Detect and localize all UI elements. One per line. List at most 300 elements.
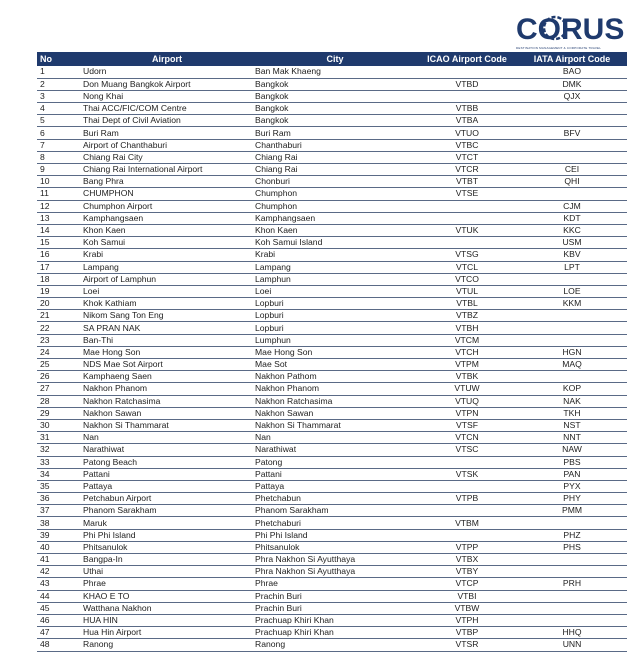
table-row: [37, 139, 627, 151]
cell-no: 11: [37, 188, 81, 200]
cell-no: 27: [37, 383, 81, 395]
cell-iata: [517, 310, 627, 322]
cell-city: Lumphun: [253, 334, 417, 346]
cell-city: Prachuap Khiri Khan: [253, 627, 417, 639]
cell-city: Chumphon: [253, 200, 417, 212]
cell-icao: VTCT: [417, 151, 517, 163]
cell-no: 33: [37, 456, 81, 468]
cell-icao: VTPN: [417, 407, 517, 419]
cell-iata: [517, 566, 627, 578]
cell-iata: LOE: [517, 285, 627, 297]
cell-city: Ranong: [253, 639, 417, 651]
cell-iata: PHZ: [517, 529, 627, 541]
table-row: [37, 200, 627, 212]
header-icao: ICAO Airport Code: [427, 54, 507, 64]
table-row: [37, 517, 627, 529]
table-header: [37, 52, 627, 66]
table-row: [37, 456, 627, 468]
cell-icao: VTBI: [417, 590, 517, 602]
cell-airport: Kamphaeng Saen: [81, 371, 253, 383]
cell-no: 39: [37, 529, 81, 541]
cell-no: 26: [37, 371, 81, 383]
cell-icao: VTPP: [417, 541, 517, 553]
cell-no: 4: [37, 103, 81, 115]
cell-city: Chumphon: [253, 188, 417, 200]
table-row: [37, 176, 627, 188]
table-row: [37, 151, 627, 163]
cell-icao: VTSR: [417, 639, 517, 651]
cell-airport: Phanom Sarakham: [81, 505, 253, 517]
cell-city: Nan: [253, 432, 417, 444]
cell-no: 43: [37, 578, 81, 590]
cell-iata: [517, 103, 627, 115]
cell-city: Phanom Sarakham: [253, 505, 417, 517]
cell-city: Chiang Rai: [253, 164, 417, 176]
table-row: [37, 298, 627, 310]
cell-city: Nakhon Si Thammarat: [253, 419, 417, 431]
cell-icao: [417, 456, 517, 468]
cell-no: 15: [37, 237, 81, 249]
cell-no: 34: [37, 468, 81, 480]
cell-iata: [517, 517, 627, 529]
cell-icao: VTSE: [417, 188, 517, 200]
cell-iata: PHS: [517, 541, 627, 553]
cell-city: Nakhon Sawan: [253, 407, 417, 419]
cell-city: Bangkok: [253, 78, 417, 90]
cell-airport: HUA HIN: [81, 614, 253, 626]
table-row: [37, 383, 627, 395]
cell-iata: BFV: [517, 127, 627, 139]
table-row: [37, 590, 627, 602]
cell-airport: Nakhon Sawan: [81, 407, 253, 419]
cell-no: 32: [37, 444, 81, 456]
cell-airport: Airport of Lamphun: [81, 273, 253, 285]
cell-city: Mae Sot: [253, 359, 417, 371]
cell-airport: Koh Samui: [81, 237, 253, 249]
table-row: [37, 359, 627, 371]
header-airport: Airport: [152, 54, 182, 64]
cell-airport: Patong Beach: [81, 456, 253, 468]
cell-city: Chanthaburi: [253, 139, 417, 151]
cell-iata: KKC: [517, 224, 627, 236]
cell-iata: TKH: [517, 407, 627, 419]
cell-no: 40: [37, 541, 81, 553]
cell-airport: KHAO E TO: [81, 590, 253, 602]
cell-city: Khon Kaen: [253, 224, 417, 236]
cell-iata: PHY: [517, 493, 627, 505]
table-row: [37, 237, 627, 249]
cell-icao: VTBY: [417, 566, 517, 578]
cell-iata: BAO: [517, 66, 627, 78]
cell-airport: Nakhon Si Thammarat: [81, 419, 253, 431]
cell-airport: Hua Hin Airport: [81, 627, 253, 639]
cell-city: Nakhon Phanom: [253, 383, 417, 395]
cell-icao: VTSK: [417, 468, 517, 480]
table-row: [37, 468, 627, 480]
table-row: [37, 322, 627, 334]
cell-no: 1: [37, 66, 81, 78]
table-body: [37, 66, 627, 651]
cell-iata: PYX: [517, 480, 627, 492]
cell-iata: QHI: [517, 176, 627, 188]
cell-no: 31: [37, 432, 81, 444]
table-row: [37, 578, 627, 590]
cell-icao: [417, 529, 517, 541]
table-row: [37, 334, 627, 346]
cell-icao: VTCH: [417, 346, 517, 358]
cell-iata: UNN: [517, 639, 627, 651]
cell-iata: [517, 590, 627, 602]
cell-city: Prachin Buri: [253, 602, 417, 614]
cell-icao: [417, 200, 517, 212]
cell-no: 21: [37, 310, 81, 322]
cell-iata: [517, 554, 627, 566]
cell-icao: VTBC: [417, 139, 517, 151]
cell-city: Loei: [253, 285, 417, 297]
table-row: [37, 639, 627, 651]
cell-no: 38: [37, 517, 81, 529]
cell-icao: VTPB: [417, 493, 517, 505]
cell-iata: LPT: [517, 261, 627, 273]
cell-city: Lopburi: [253, 310, 417, 322]
cell-icao: [417, 212, 517, 224]
cell-airport: Thai Dept of Civil Aviation: [81, 115, 253, 127]
table-row: [37, 419, 627, 431]
cell-iata: [517, 602, 627, 614]
cell-no: 3: [37, 90, 81, 102]
cell-iata: CJM: [517, 200, 627, 212]
cell-airport: Nakhon Ratchasima: [81, 395, 253, 407]
cell-no: 7: [37, 139, 81, 151]
logo-tagline: DESTINATION MANAGEMENT & CORPORATE TRAVEL: [516, 46, 602, 50]
table-row: [37, 249, 627, 261]
cell-airport: Watthana Nakhon: [81, 602, 253, 614]
cell-icao: VTSG: [417, 249, 517, 261]
cell-iata: PRH: [517, 578, 627, 590]
table-row: [37, 66, 627, 78]
cell-no: 29: [37, 407, 81, 419]
cell-no: 48: [37, 639, 81, 651]
cell-airport: Chumphon Airport: [81, 200, 253, 212]
cell-icao: [417, 90, 517, 102]
cell-icao: VTBD: [417, 78, 517, 90]
table-row: [37, 310, 627, 322]
cell-icao: VTUQ: [417, 395, 517, 407]
cell-iata: [517, 322, 627, 334]
cell-no: 19: [37, 285, 81, 297]
cell-city: Krabi: [253, 249, 417, 261]
table-row: [37, 395, 627, 407]
cell-icao: VTPM: [417, 359, 517, 371]
cell-icao: [417, 66, 517, 78]
cell-airport: Bangpa-In: [81, 554, 253, 566]
cell-airport: CHUMPHON: [81, 188, 253, 200]
cell-no: 22: [37, 322, 81, 334]
cell-icao: VTPH: [417, 614, 517, 626]
cell-icao: [417, 505, 517, 517]
cell-icao: [417, 237, 517, 249]
cell-no: 18: [37, 273, 81, 285]
table-row: [37, 346, 627, 358]
cell-no: 36: [37, 493, 81, 505]
cell-icao: VTBP: [417, 627, 517, 639]
cell-city: Phra Nakhon Si Ayutthaya: [253, 554, 417, 566]
cell-airport: Phrae: [81, 578, 253, 590]
cell-airport: Maruk: [81, 517, 253, 529]
cell-icao: VTSC: [417, 444, 517, 456]
cell-airport: Airport of Chanthaburi: [81, 139, 253, 151]
cell-no: 17: [37, 261, 81, 273]
cell-icao: VTBK: [417, 371, 517, 383]
cell-icao: VTBA: [417, 115, 517, 127]
table-row: [37, 212, 627, 224]
table-row: [37, 529, 627, 541]
cell-icao: VTBX: [417, 554, 517, 566]
cell-airport: Nong Khai: [81, 90, 253, 102]
cell-city: Prachuap Khiri Khan: [253, 614, 417, 626]
cell-city: Phi Phi Island: [253, 529, 417, 541]
cell-city: Bangkok: [253, 115, 417, 127]
cell-airport: Nikom Sang Ton Eng: [81, 310, 253, 322]
cell-iata: [517, 614, 627, 626]
cell-iata: [517, 273, 627, 285]
cell-icao: VTCR: [417, 164, 517, 176]
table-row: [37, 627, 627, 639]
cell-city: Narathiwat: [253, 444, 417, 456]
cell-airport: Khok Kathiam: [81, 298, 253, 310]
header-city: City: [326, 54, 344, 64]
table-row: [37, 407, 627, 419]
cell-iata: [517, 151, 627, 163]
cell-icao: VTCM: [417, 334, 517, 346]
cell-iata: HGN: [517, 346, 627, 358]
cell-city: Phetchabun: [253, 493, 417, 505]
cell-no: 28: [37, 395, 81, 407]
cell-iata: NAW: [517, 444, 627, 456]
cell-no: 20: [37, 298, 81, 310]
cell-airport: Lampang: [81, 261, 253, 273]
airport-codes-table: [37, 52, 627, 652]
cell-icao: VTBT: [417, 176, 517, 188]
cell-no: 10: [37, 176, 81, 188]
table-row: [37, 566, 627, 578]
cell-city: Pattani: [253, 468, 417, 480]
cell-city: Phetchaburi: [253, 517, 417, 529]
cell-icao: VTBM: [417, 517, 517, 529]
cell-airport: Loei: [81, 285, 253, 297]
cell-city: Kamphangsaen: [253, 212, 417, 224]
cell-airport: Petchabun Airport: [81, 493, 253, 505]
cell-no: 16: [37, 249, 81, 261]
cell-icao: VTBL: [417, 298, 517, 310]
cell-airport: NDS Mae Sot Airport: [81, 359, 253, 371]
cell-no: 9: [37, 164, 81, 176]
cell-airport: Krabi: [81, 249, 253, 261]
cell-iata: QJX: [517, 90, 627, 102]
cell-airport: Nan: [81, 432, 253, 444]
cell-airport: Phi Phi Island: [81, 529, 253, 541]
cell-no: 25: [37, 359, 81, 371]
cell-iata: PBS: [517, 456, 627, 468]
cell-no: 8: [37, 151, 81, 163]
table-row: [37, 164, 627, 176]
cell-city: Pattaya: [253, 480, 417, 492]
cell-no: 2: [37, 78, 81, 90]
cell-city: Bangkok: [253, 90, 417, 102]
cell-city: Koh Samui Island: [253, 237, 417, 249]
table-row: [37, 444, 627, 456]
cell-no: 23: [37, 334, 81, 346]
cell-city: Lopburi: [253, 322, 417, 334]
cell-no: 6: [37, 127, 81, 139]
cell-no: 46: [37, 614, 81, 626]
cell-no: 45: [37, 602, 81, 614]
cell-icao: VTUW: [417, 383, 517, 395]
cell-iata: MAQ: [517, 359, 627, 371]
cell-airport: Uthai: [81, 566, 253, 578]
table-row: [37, 480, 627, 492]
cell-no: 14: [37, 224, 81, 236]
cell-city: Nakhon Pathom: [253, 371, 417, 383]
cell-iata: KOP: [517, 383, 627, 395]
cell-airport: Nakhon Phanom: [81, 383, 253, 395]
cell-airport: Bang Phra: [81, 176, 253, 188]
cell-airport: Thai ACC/FIC/COM Centre: [81, 103, 253, 115]
cell-iata: [517, 188, 627, 200]
table-row: [37, 261, 627, 273]
table-row: [37, 554, 627, 566]
cell-icao: VTBH: [417, 322, 517, 334]
cell-city: Chonburi: [253, 176, 417, 188]
cell-airport: SA PRAN NAK: [81, 322, 253, 334]
cell-airport: Udorn: [81, 66, 253, 78]
cell-icao: [417, 480, 517, 492]
table-row: [37, 78, 627, 90]
cell-icao: VTCN: [417, 432, 517, 444]
cell-iata: [517, 115, 627, 127]
cell-airport: Narathiwat: [81, 444, 253, 456]
cell-airport: Pattani: [81, 468, 253, 480]
cell-iata: PAN: [517, 468, 627, 480]
cell-iata: [517, 334, 627, 346]
table-row: [37, 505, 627, 517]
cell-no: 41: [37, 554, 81, 566]
cell-airport: Mae Hong Son: [81, 346, 253, 358]
cell-no: 13: [37, 212, 81, 224]
cell-iata: CEI: [517, 164, 627, 176]
cell-city: Phra Nakhon Si Ayutthaya: [253, 566, 417, 578]
cell-iata: KKM: [517, 298, 627, 310]
table-row: [37, 273, 627, 285]
cell-no: 35: [37, 480, 81, 492]
table-row: [37, 115, 627, 127]
cell-city: Chiang Rai: [253, 151, 417, 163]
cell-airport: Ranong: [81, 639, 253, 651]
globe-icon: [542, 15, 568, 41]
table-row: [37, 614, 627, 626]
cell-city: Ban Mak Khaeng: [253, 66, 417, 78]
cell-icao: VTBW: [417, 602, 517, 614]
cell-icao: VTBB: [417, 103, 517, 115]
table-row: [37, 285, 627, 297]
cell-city: Lopburi: [253, 298, 417, 310]
cell-iata: KDT: [517, 212, 627, 224]
cell-icao: VTCP: [417, 578, 517, 590]
table-row: [37, 493, 627, 505]
cell-city: Prachin Buri: [253, 590, 417, 602]
cell-city: Phitsanulok: [253, 541, 417, 553]
table-row: [37, 90, 627, 102]
cell-iata: USM: [517, 237, 627, 249]
cell-airport: Don Muang Bangkok Airport: [81, 78, 253, 90]
table-row: [37, 188, 627, 200]
cell-iata: NNT: [517, 432, 627, 444]
cell-city: Lamphun: [253, 273, 417, 285]
corus-logo: [516, 14, 632, 52]
table-row: [37, 224, 627, 236]
cell-iata: KBV: [517, 249, 627, 261]
cell-city: Mae Hong Son: [253, 346, 417, 358]
table-row: [37, 602, 627, 614]
cell-city: Phrae: [253, 578, 417, 590]
table-row: [37, 541, 627, 553]
cell-iata: PMM: [517, 505, 627, 517]
table-row: [37, 103, 627, 115]
cell-icao: VTUK: [417, 224, 517, 236]
cell-city: Nakhon Ratchasima: [253, 395, 417, 407]
table-row: [37, 127, 627, 139]
cell-iata: NST: [517, 419, 627, 431]
cell-airport: Phitsanulok: [81, 541, 253, 553]
cell-city: Buri Ram: [253, 127, 417, 139]
cell-iata: HHQ: [517, 627, 627, 639]
cell-icao: VTCL: [417, 261, 517, 273]
logo-wordmark: CORUS: [516, 13, 625, 46]
cell-icao: VTBZ: [417, 310, 517, 322]
table-row: [37, 432, 627, 444]
header-no: No: [40, 54, 52, 64]
cell-airport: Buri Ram: [81, 127, 253, 139]
cell-airport: Kamphangsaen: [81, 212, 253, 224]
cell-iata: [517, 371, 627, 383]
cell-no: 12: [37, 200, 81, 212]
cell-city: Bangkok: [253, 103, 417, 115]
cell-airport: Khon Kaen: [81, 224, 253, 236]
cell-city: Patong: [253, 456, 417, 468]
cell-city: Lampang: [253, 261, 417, 273]
cell-no: 47: [37, 627, 81, 639]
cell-no: 42: [37, 566, 81, 578]
header-iata: IATA Airport Code: [533, 54, 611, 64]
cell-airport: Pattaya: [81, 480, 253, 492]
cell-iata: NAK: [517, 395, 627, 407]
table-row: [37, 371, 627, 383]
cell-icao: VTUO: [417, 127, 517, 139]
cell-iata: DMK: [517, 78, 627, 90]
cell-airport: Chiang Rai International Airport: [81, 164, 253, 176]
cell-no: 24: [37, 346, 81, 358]
cell-no: 30: [37, 419, 81, 431]
cell-airport: Chiang Rai City: [81, 151, 253, 163]
cell-no: 5: [37, 115, 81, 127]
cell-iata: [517, 139, 627, 151]
cell-icao: VTUL: [417, 285, 517, 297]
cell-icao: VTSF: [417, 419, 517, 431]
cell-no: 37: [37, 505, 81, 517]
cell-airport: Ban-Thi: [81, 334, 253, 346]
cell-icao: VTCO: [417, 273, 517, 285]
cell-no: 44: [37, 590, 81, 602]
